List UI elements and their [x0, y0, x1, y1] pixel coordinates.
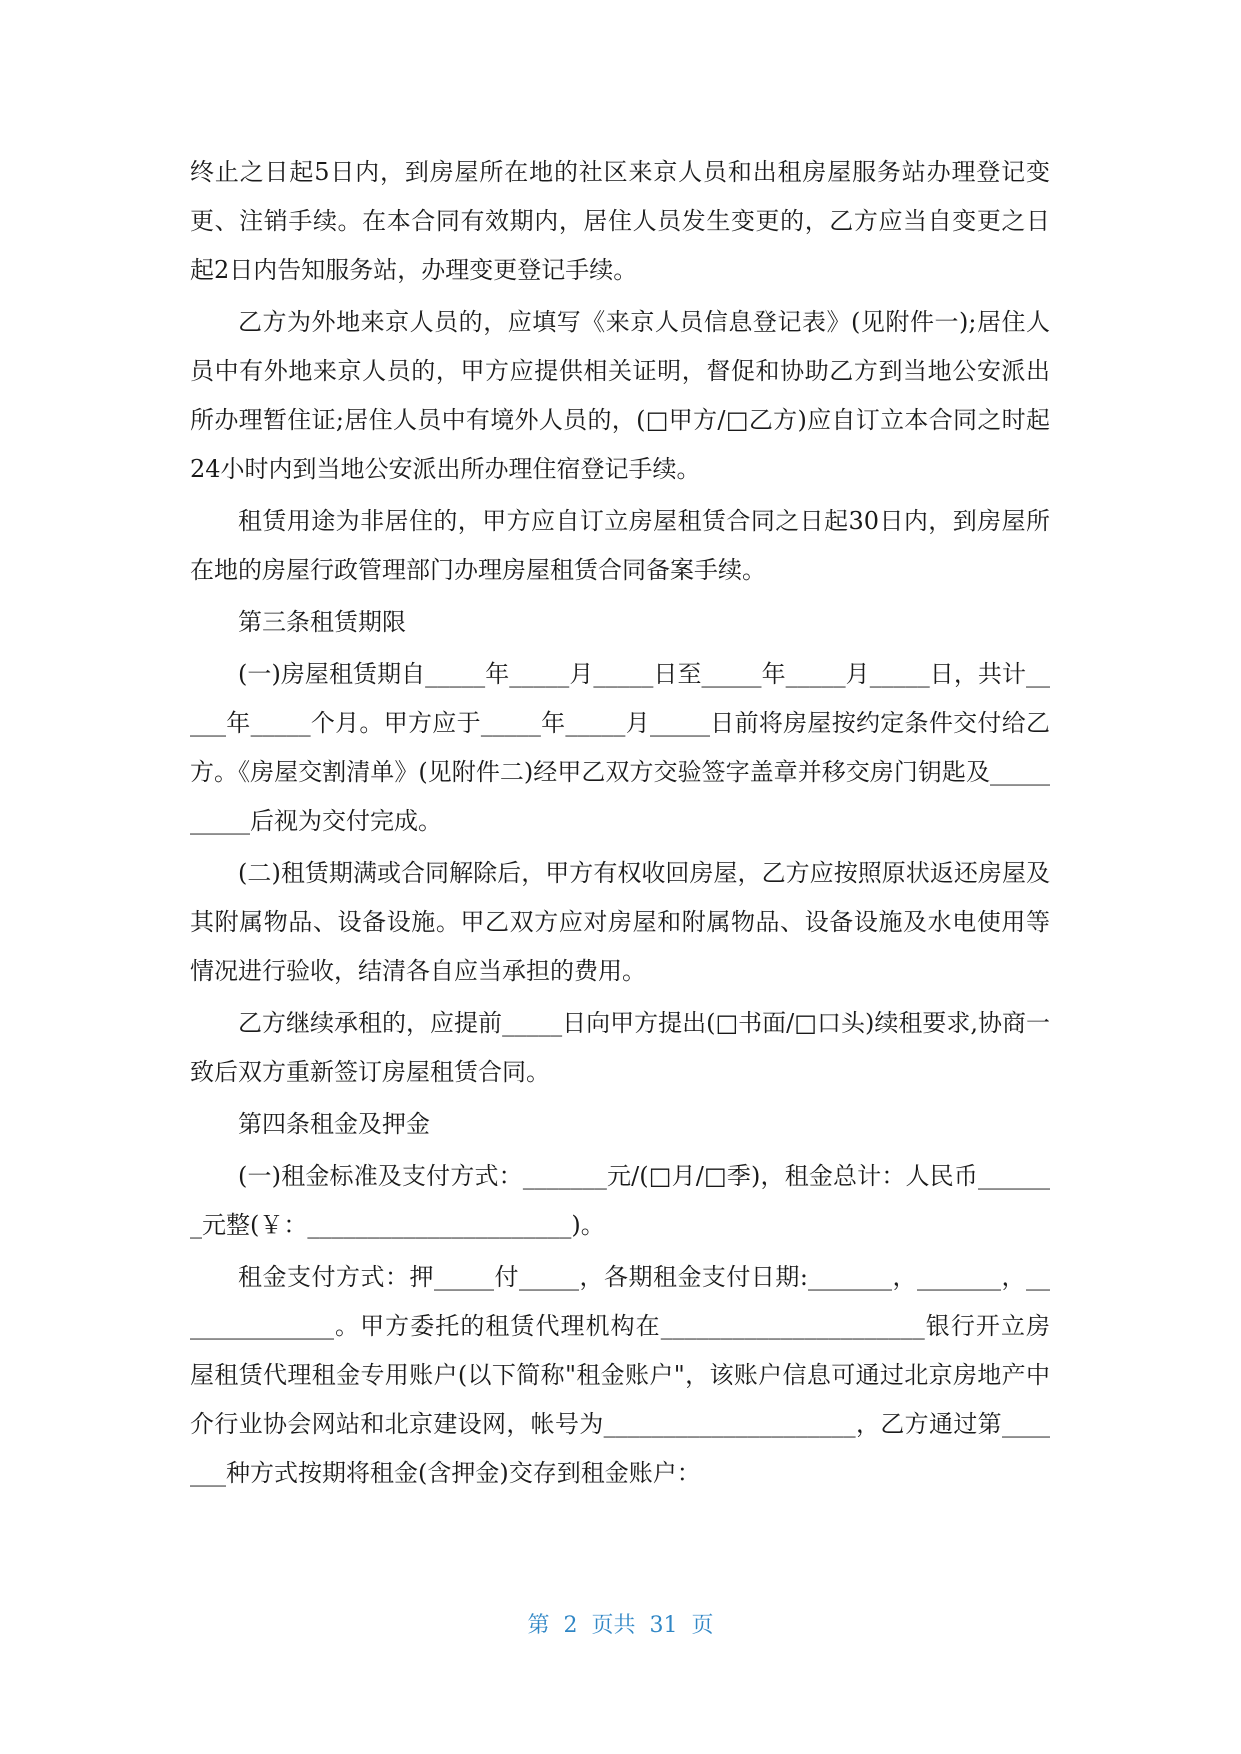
footer-part-5: 页 — [691, 1613, 714, 1638]
footer-page-number: 2 — [563, 1613, 578, 1638]
footer-total-pages: 31 — [649, 1613, 678, 1638]
paragraph-6: 乙方继续承租的，应提前_____日向甲方提出(□书面/□口头)续租要求,协商一致后双方重新签订房屋租赁合同。 — [190, 1009, 1050, 1086]
footer-part-1: 第 — [527, 1613, 550, 1638]
paragraph-8: 租金支付方式：押_____付_____，各期租金支付日期:_______，_______，______________。甲方委托的租赁代理机构在______________________银行开立房屋租赁代理租金专用账户(以下简称"租金账户"，该账户信息可通过北京房地产中介行业协会网站和北京建设网，帐号为_____________________，乙方通过第_______种方式按期将租金(含押金)交存到租金账户： — [190, 1263, 1050, 1487]
paragraph-1: 终止之日起5日内，到房屋所在地的社区来京人员和出租房屋服务站办理登记变更、注销手续。在本合同有效期内，居住人员发生变更的，乙方应当自变更之日起2日内告知服务站，办理变更登记手续。 — [190, 158, 1050, 284]
footer-part-3: 页共 — [591, 1613, 636, 1638]
paragraph-5: (二)租赁期满或合同解除后，甲方有权收回房屋，乙方应按照原状返还房屋及其附属物品、设备设施。甲乙双方应对房屋和附属物品、设备设施及水电使用等情况进行验收，结清各自应当承担的费用。 — [190, 859, 1050, 985]
section-heading-4: 第四条租金及押金 — [238, 1110, 430, 1138]
document-body — [190, 148, 1050, 1498]
paragraph-7: (一)租金标准及支付方式：_______元/(□月/□季)，租金总计：人民币_______元整(￥：______________________)。 — [190, 1162, 1050, 1239]
page-footer — [0, 1608, 1241, 1639]
paragraph-2: 乙方为外地来京人员的，应填写《来京人员信息登记表》(见附件一);居住人员中有外地来京人员的，甲方应提供相关证明，督促和协助乙方到当地公安派出所办理暂住证;居住人员中有境外人员的，(□甲方/□乙方)应自订立本合同之时起24小时内到当地公安派出所办理住宿登记手续。 — [190, 308, 1050, 483]
paragraph-4: (一)房屋租赁期自_____年_____月_____日至_____年_____月_____日，共计_____年_____个月。甲方应于_____年_____月_____日前将房屋按约定条件交付给乙方。《房屋交割清单》(见附件二)经甲乙双方交验签字盖章并移交房门钥匙及__________后视为交付完成。 — [190, 660, 1050, 835]
section-heading-3: 第三条租赁期限 — [238, 608, 406, 636]
paragraph-3: 租赁用途为非居住的，甲方应自订立房屋租赁合同之日起30日内，到房屋所在地的房屋行政管理部门办理房屋租赁合同备案手续。 — [190, 507, 1050, 584]
